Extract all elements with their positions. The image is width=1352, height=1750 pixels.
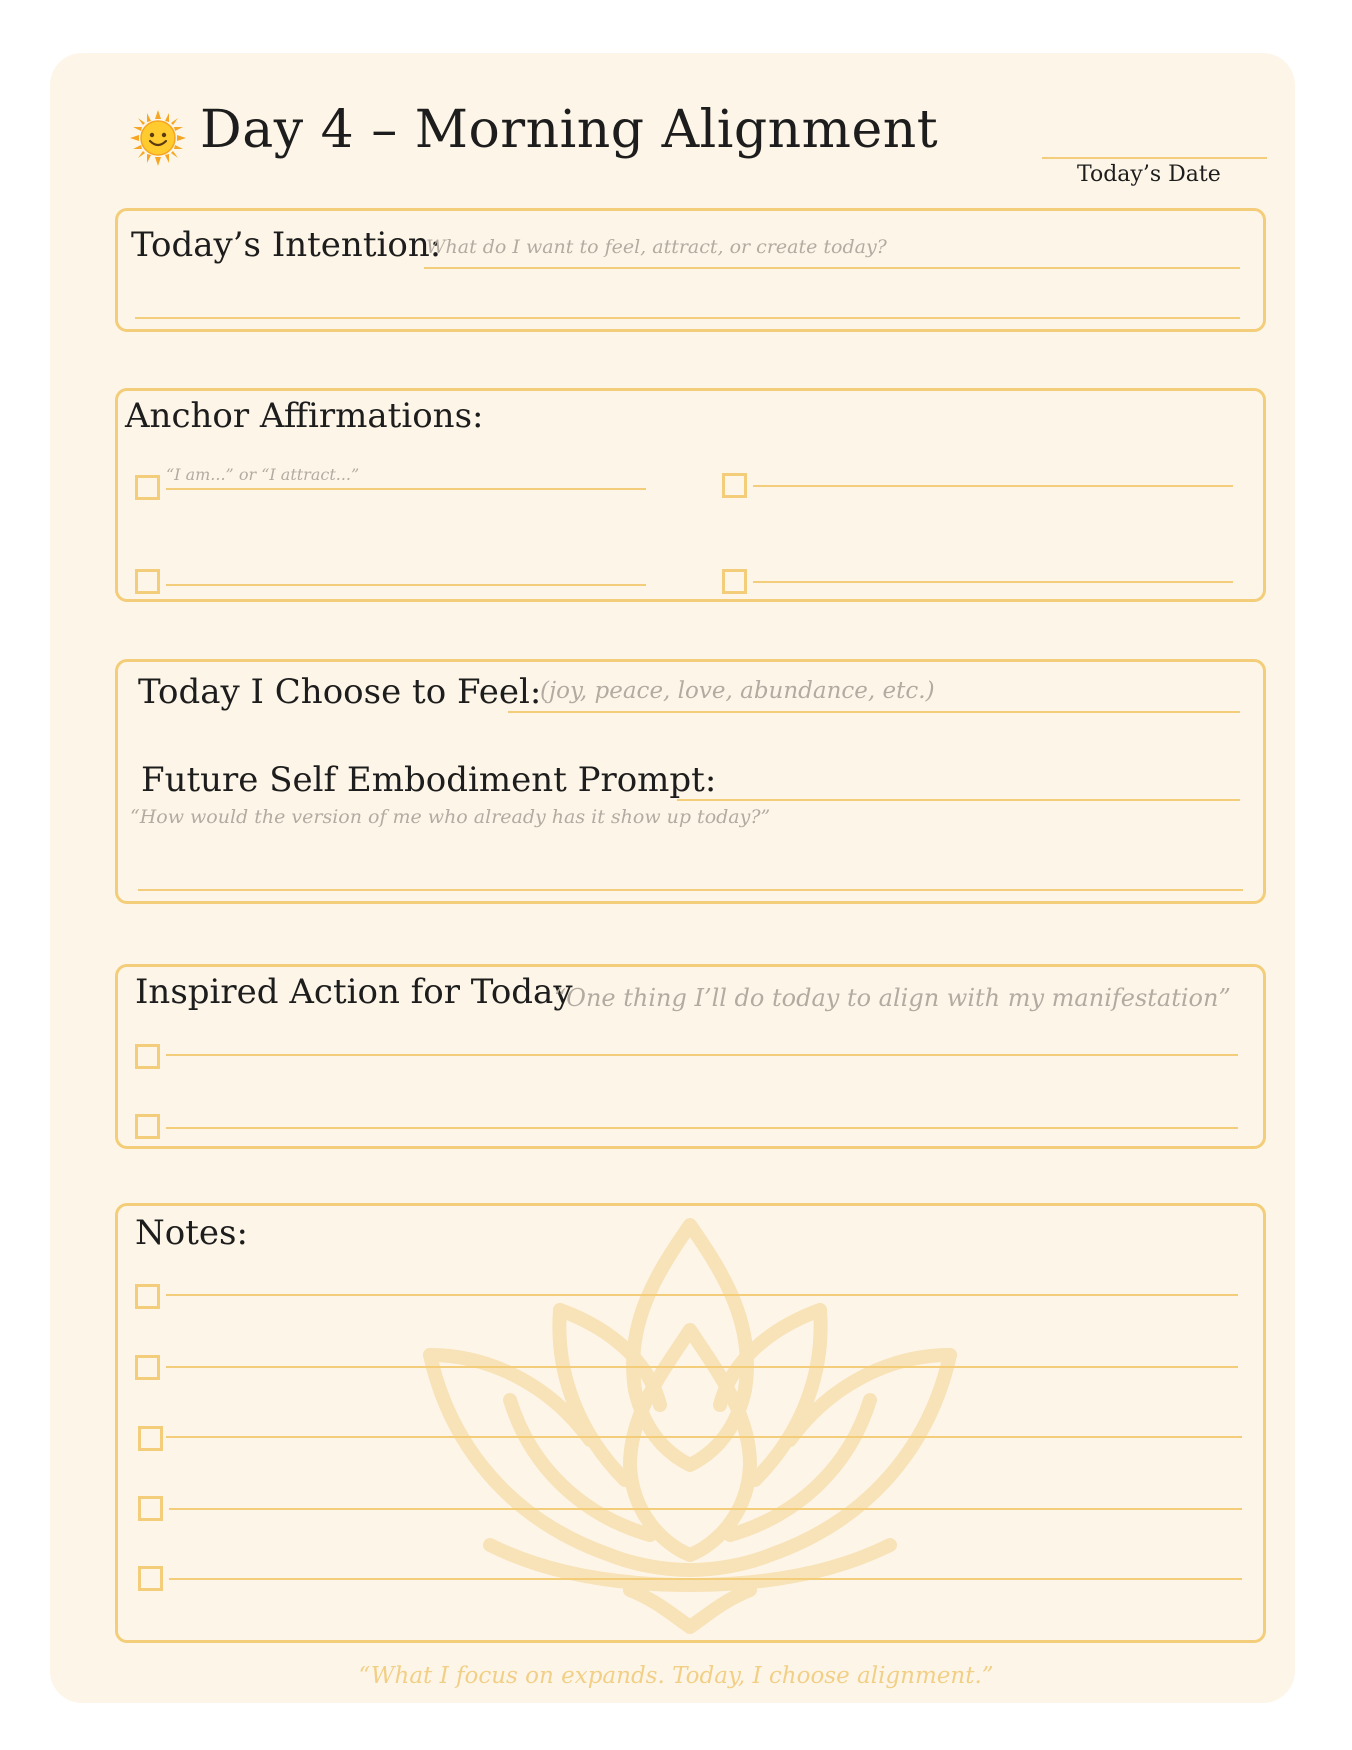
affirmation-line-2[interactable] [753,485,1233,487]
action-line-2[interactable] [166,1127,1238,1129]
affirmation-line-3[interactable] [166,584,646,586]
feel-line[interactable] [508,711,1240,713]
intention-heading: Today’s Intention: [131,225,442,265]
notes-checkbox-3[interactable] [138,1426,163,1451]
notes-line-5[interactable] [169,1578,1242,1580]
inspired-action-heading: Inspired Action for Today [135,972,573,1012]
notes-line-1[interactable] [166,1294,1238,1296]
affirmation-line-4[interactable] [753,581,1233,583]
notes-checkbox-2[interactable] [135,1355,160,1380]
affirmation-checkbox-2[interactable] [722,473,747,498]
action-checkbox-1[interactable] [135,1044,160,1069]
action-line-1[interactable] [166,1054,1238,1056]
intention-line-2[interactable] [135,317,1240,319]
future-self-hint: “How would the version of me who already has it show up today?” [130,806,771,828]
notes-heading: Notes: [135,1213,248,1253]
affirmation-hint: “I am...” or “I attract...” [166,465,360,484]
notes-checkbox-5[interactable] [138,1566,163,1591]
intention-line-1[interactable] [424,267,1240,269]
footer-quote: “What I focus on expands. Today, I choose alignment.” [358,1663,994,1689]
future-self-line-2[interactable] [138,889,1243,891]
notes-line-3[interactable] [166,1436,1242,1438]
feel-hint: (joy, peace, love, abundance, etc.) [540,678,935,704]
date-label: Today’s Date [1077,162,1221,187]
action-checkbox-2[interactable] [135,1114,160,1139]
notes-section [115,1203,1266,1643]
notes-checkbox-4[interactable] [138,1496,163,1521]
intention-hint: What do I want to feel, attract, or create today? [426,236,887,258]
sun-face-icon [130,110,186,166]
affirmation-checkbox-3[interactable] [135,569,160,594]
affirmation-line-1[interactable] [166,488,646,490]
affirmation-checkbox-4[interactable] [722,569,747,594]
feel-heading: Today I Choose to Feel: [138,672,542,712]
future-self-line-1[interactable] [677,799,1240,801]
future-self-heading: Future Self Embodiment Prompt: [141,760,717,800]
affirmations-heading: Anchor Affirmations: [125,396,484,436]
date-field-line[interactable] [1042,157,1267,159]
notes-checkbox-1[interactable] [135,1284,160,1309]
notes-line-2[interactable] [166,1366,1238,1368]
inspired-action-hint: “One thing I’ll do today to align with my manifestation” [554,984,1231,1012]
page-title: Day 4 – Morning Alignment [200,100,939,160]
affirmation-checkbox-1[interactable] [135,475,160,500]
notes-line-4[interactable] [169,1508,1242,1510]
